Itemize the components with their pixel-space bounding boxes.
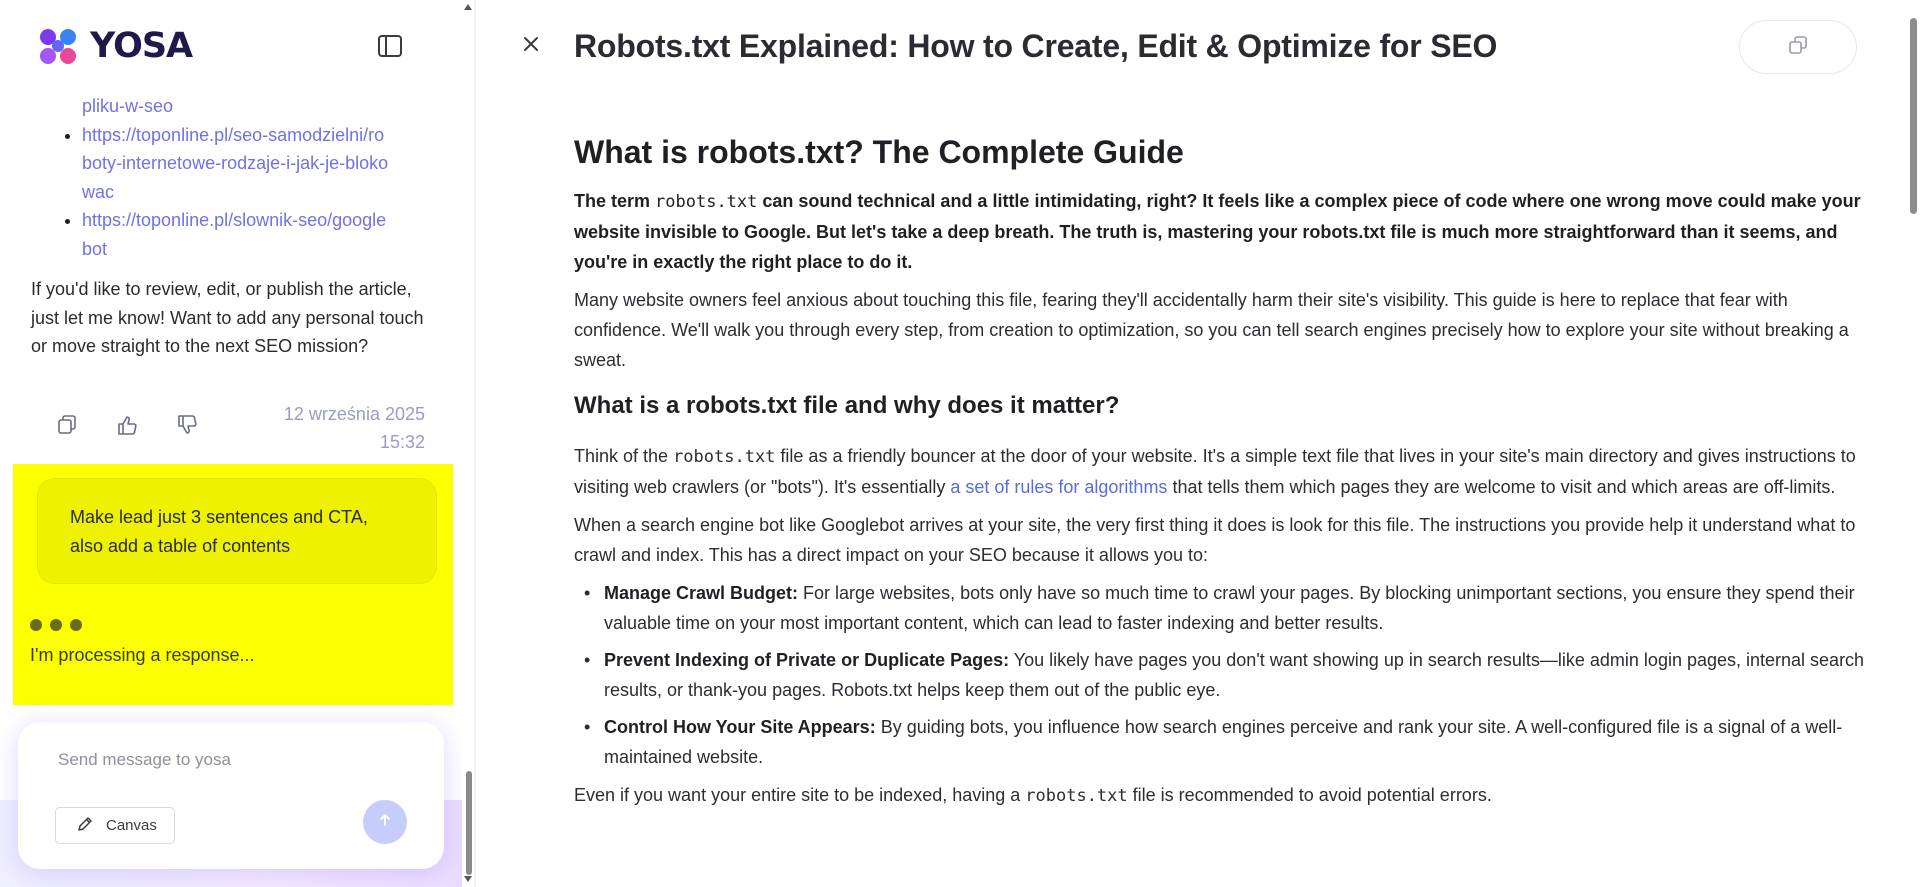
close-icon[interactable] bbox=[520, 33, 542, 55]
yosa-logo-icon bbox=[36, 26, 84, 66]
message-timestamp bbox=[225, 400, 425, 456]
paragraph: When a search engine bot like Googlebot arrives at your site, the very first thing it does is look for this file. The instructions you provide help it understand what to crawl and index. This has a direct impact on your SEO because it allows you to: bbox=[574, 515, 1856, 565]
copy-icon[interactable] bbox=[56, 414, 80, 438]
canvas-title: Robots.txt Explained: How to Create, Edit & Optimize for SEO bbox=[574, 28, 1498, 64]
lead-paragraph: The term robots.txt can sound technical and a little intimidating, right? It feels like a complex piece of code where one wrong move could make your website invisible to Google. But let's take a deep breath. The truth is, mastering your robots.txt file is much more straightforward than it seems, and you're in exactly the right place to do it. bbox=[574, 191, 1861, 272]
thumbs-up-icon[interactable] bbox=[116, 414, 140, 438]
benefits-list bbox=[574, 578, 1874, 772]
source-link[interactable]: https://toponline.pl/slownik-seo/googlebot bbox=[82, 210, 387, 259]
paragraph: Many website owners feel anxious about touching this file, fearing they'll accidentally harm their site's visibility. This guide is here to replace that fear with confidence. We'll walk you through every step, from creation to optimization, so you can tell search engines precisely how to explore your site without breaking a sweat. bbox=[574, 290, 1849, 370]
list-item[interactable] bbox=[82, 121, 390, 207]
list-item: • Manage Crawl Budget: For large websites, bots only have so much time to crawl your pages. By blocking unimportant sections, you ensure they spend their valuable time on your most important content, which can lead to faster indexing and better results. bbox=[574, 578, 1874, 638]
timestamp-date: 12 września 2025 bbox=[283, 404, 425, 424]
scrollbar-thumb[interactable] bbox=[1910, 18, 1917, 214]
timestamp-time: 15:32 bbox=[379, 432, 425, 452]
article-content[interactable] bbox=[574, 130, 1874, 819]
source-link[interactable]: https://toponline.pl/seo-samodzielni/roboty-internetowe-rodzaje-i-jak-je-blokowac bbox=[82, 124, 389, 202]
chat-panel bbox=[0, 0, 462, 887]
assistant-message: If you'd like to review, edit, or publish the article, just let me know! Want to add any personal touch or move straight to the next SEO mission? bbox=[31, 279, 424, 356]
list-item[interactable] bbox=[82, 92, 390, 121]
pencil-icon bbox=[76, 815, 94, 837]
copy-icon bbox=[1788, 35, 1808, 60]
scroll-up-arrow-icon[interactable] bbox=[464, 4, 472, 10]
send-button[interactable] bbox=[363, 800, 407, 844]
list-item: • Prevent Indexing of Private or Duplicate Pages: You likely have pages you don't want showing up in search results—like admin login pages, internal search results, or thank-you pages. Robots.txt helps keep them out of the public eye. bbox=[574, 645, 1874, 705]
scroll-down-arrow-icon[interactable] bbox=[464, 876, 472, 882]
brand-logo[interactable] bbox=[36, 26, 192, 66]
canvas-button[interactable] bbox=[55, 807, 175, 844]
inline-link[interactable]: a set of rules for algorithms bbox=[950, 477, 1168, 497]
paragraph: Even if you want your entire site to be indexed, having a robots.txt file is recommended to avoid potential errors. bbox=[574, 785, 1492, 806]
typing-indicator bbox=[30, 619, 82, 631]
source-link[interactable]: pliku-w-seo bbox=[82, 96, 174, 116]
list-item[interactable] bbox=[82, 206, 390, 263]
canvas-button-label: Canvas bbox=[106, 817, 157, 834]
chat-scrollbar[interactable] bbox=[462, 0, 474, 887]
sidebar-toggle-icon[interactable] bbox=[378, 35, 402, 57]
thumbs-down-icon[interactable] bbox=[176, 414, 200, 438]
processing-status: I'm processing a response... bbox=[30, 645, 255, 665]
message-actions bbox=[56, 414, 200, 438]
message-composer bbox=[18, 722, 444, 869]
paragraph: Think of the robots.txt file as a friendly bouncer at the door of your website. It's a simple text file that lives in your site's main directory and gives instructions to visiting web crawlers (or "bots"). It's essentially a set of rules for algorithms that tells them which pages they are welcome to visit and which areas are off-limits. bbox=[574, 446, 1856, 497]
highlighted-region bbox=[13, 464, 453, 705]
scrollbar-thumb[interactable] bbox=[466, 771, 472, 875]
canvas-scrollbar[interactable] bbox=[1906, 0, 1920, 887]
arrow-up-icon bbox=[377, 812, 393, 833]
article-heading-2: What is a robots.txt file and why does it matter? bbox=[574, 392, 1120, 419]
brand-name: YOSA bbox=[90, 26, 193, 66]
source-links-list bbox=[60, 92, 390, 263]
article-heading-1: What is robots.txt? The Complete Guide bbox=[574, 134, 1184, 170]
copy-document-button[interactable] bbox=[1739, 20, 1857, 74]
user-message: Make lead just 3 sentences and CTA, also add a table of contents bbox=[37, 478, 437, 584]
message-input[interactable] bbox=[58, 750, 398, 770]
list-item: • Control How Your Site Appears: By guiding bots, you influence how search engines perceive and rank your site. A well-configured file is a signal of a well-maintained website. bbox=[574, 712, 1874, 772]
canvas-panel bbox=[476, 0, 1920, 887]
